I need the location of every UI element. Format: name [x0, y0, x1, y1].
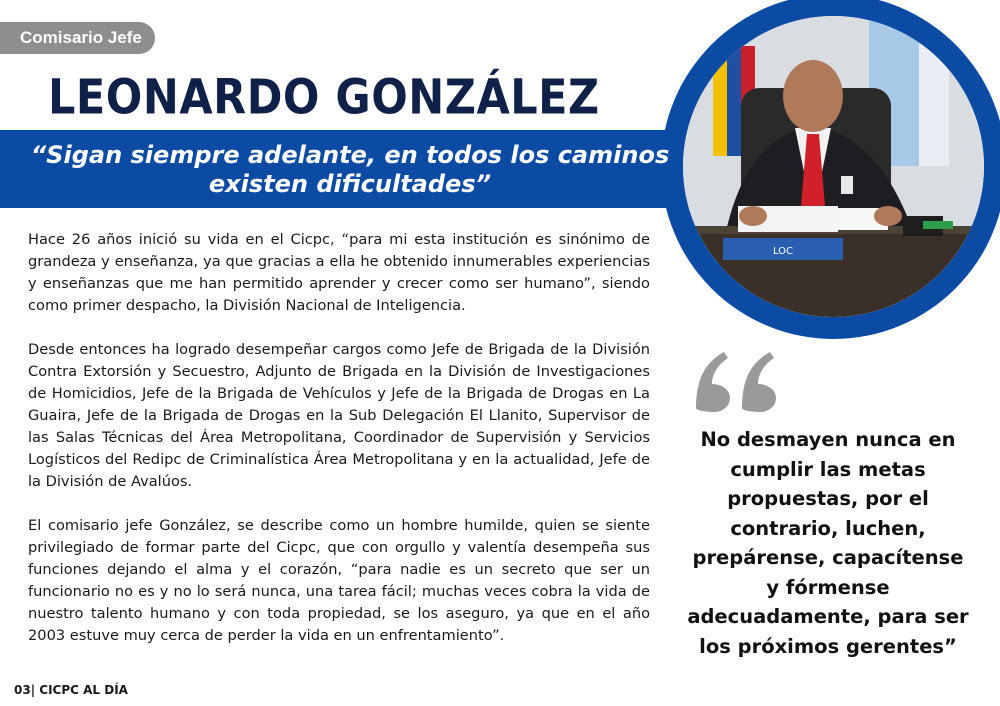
- headline-quote-line-1: “Sigan siempre adelante, en todos los caminos: [30, 141, 670, 169]
- article-paragraph-1: Hace 26 años inició su vida en el Cicpc, “para mi esta institución es sinónimo de grandeza y enseñanza, ya que gracias a ella he obtenido innumerables experiencias y enseñanzas que me han permitido aprender y crecer como ser humano”, siendo como primer despacho, la División Nacional de Inteligencia.: [28, 231, 650, 314]
- article-paragraph-3: El comisario jefe González, se describe como un hombre humilde, quien se siente privilegiado de formar parte del Cicpc, que con orgullo y valentía desempeña sus funciones dejando el alma y el corazón, “para nadie es un secreto que ser un funcionario no es y no lo será nunca, una tarea fácil; muchas veces cobra la vida de nuestro talento humano y con toda propiedad, se los aseguro, ya que en el año 2003 estuve muy cerca de perder la vida en un enfrentamiento”.: [28, 517, 650, 644]
- desk-plate-text: LOC: [772, 246, 794, 257]
- headline-quote: [0, 141, 700, 199]
- quote-mark-icon: [690, 346, 785, 416]
- portrait-photo: [683, 16, 984, 317]
- page-footer: 03| CICPC AL DÍA: [14, 683, 128, 697]
- headline-quote-line-2: existen dificultades”: [208, 170, 492, 198]
- rank-label: Comisario Jefe: [20, 28, 142, 47]
- rank-badge: [0, 22, 155, 54]
- portrait-illustration: [683, 16, 984, 317]
- person-name: LEONARDO GONZÁLEZ: [48, 70, 600, 126]
- article-body: [28, 229, 650, 669]
- article-paragraph-2: Desde entonces ha logrado desempeñar cargos como Jefe de Brigada de la División Contra Extorsión y Secuestro, Adjunto de Brigada en la División de Investigaciones de Homicidios, Jefe de la Brigada de Vehículos y Jefe de la Brigada de Drogas en La Guaira, Jefe de la Brigada de Drogas en la Sub Delegación El Llanito, Supervisor de las Salas Técnicas del Área Metropolitana, Coordinador de Supervisión y Servicios Logísticos del Redipc de Criminalística Área Metropolitana y en la actualidad, Jefe de la División de Avalúos.: [28, 341, 650, 490]
- pull-quote: No desmayen nunca en cumplir las metas propuestas, por el contrario, luchen, prepárense, capacítense y fórmense adecuadamente, para ser los próximos gerentes”: [687, 428, 969, 658]
